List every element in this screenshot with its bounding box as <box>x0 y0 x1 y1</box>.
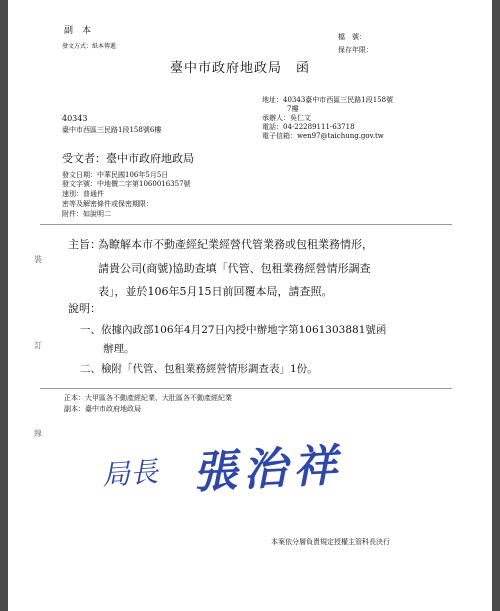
copy-mark: 副 本 <box>64 26 92 36</box>
contact-person: 承辦人：吳仁文 <box>262 114 311 122</box>
send-method: 發文方式：紙本傳遞 <box>62 43 117 50</box>
subject-line-2: 請貴公司(商號)協助查填「代管、包租業務經營情形調查 <box>98 262 371 275</box>
contact-email: 電子信箱：wen97@taichung.gov.tw <box>262 132 384 140</box>
document-page <box>8 0 492 611</box>
binding-mark-3: 線 <box>34 429 42 438</box>
secrecy-level: 密等及解密條件或保密期限： <box>62 200 153 208</box>
retention-period: 保存年限： <box>338 46 373 54</box>
issue-date: 發文日期：中華民國106年5月5日 <box>62 171 169 179</box>
signature-title: 局長 <box>100 455 160 492</box>
cc-original: 正本：大甲區各不動產經紀業、大肚區各不動產經紀業 <box>64 394 232 402</box>
authorization-note: 本案依分層負責規定授權主管科長決行 <box>271 538 390 546</box>
file-number: 檔 號： <box>338 33 366 41</box>
explanation-item-1-cont: 辦理。 <box>103 343 135 355</box>
recipient-zip: 40343 <box>62 114 88 123</box>
sender-address-floor: 7樓 <box>287 105 299 113</box>
divider-bottom <box>40 388 452 389</box>
subject-label: 主旨： <box>68 238 101 251</box>
contact-phone: 電話：04-22289111-63718 <box>262 123 355 131</box>
attachment-note: 附件：如說明二 <box>62 210 111 218</box>
signature-name: 張治祥 <box>191 440 345 499</box>
subject-line-1: 為瞭解本市不動產經紀業經營代管業務或包租業務情形， <box>98 238 373 251</box>
delivery-speed: 速別：普通件 <box>62 190 104 198</box>
binding-mark-1: 裝 <box>34 255 42 264</box>
explanation-item-1: 一、依據內政部106年4月27日內授中辦地字第1061303881號函 <box>80 324 387 336</box>
issue-number: 發文字號：中地價二字第1060016357號 <box>62 180 191 188</box>
sender-address: 地址：40343臺中市西區三民路1段158號 <box>262 96 394 104</box>
recipient: 受文者：臺中市政府地政局 <box>62 152 194 165</box>
document-title: 臺中市政府地政局 函 <box>170 61 311 76</box>
subject-line-3: 表」，並於106年5月15日前回覆本局，請查照。 <box>98 285 333 298</box>
divider-top <box>40 224 452 225</box>
cc-copy: 副本：臺中市政府地政局 <box>64 405 141 413</box>
binding-mark-2: 訂 <box>34 341 42 350</box>
recipient-address: 臺中市西區三民路1段158號6樓 <box>62 126 162 134</box>
explanation-item-2: 二、檢附「代管、包租業務經營情形調查表」1份。 <box>80 363 318 375</box>
explanation-label: 說明： <box>68 302 101 315</box>
